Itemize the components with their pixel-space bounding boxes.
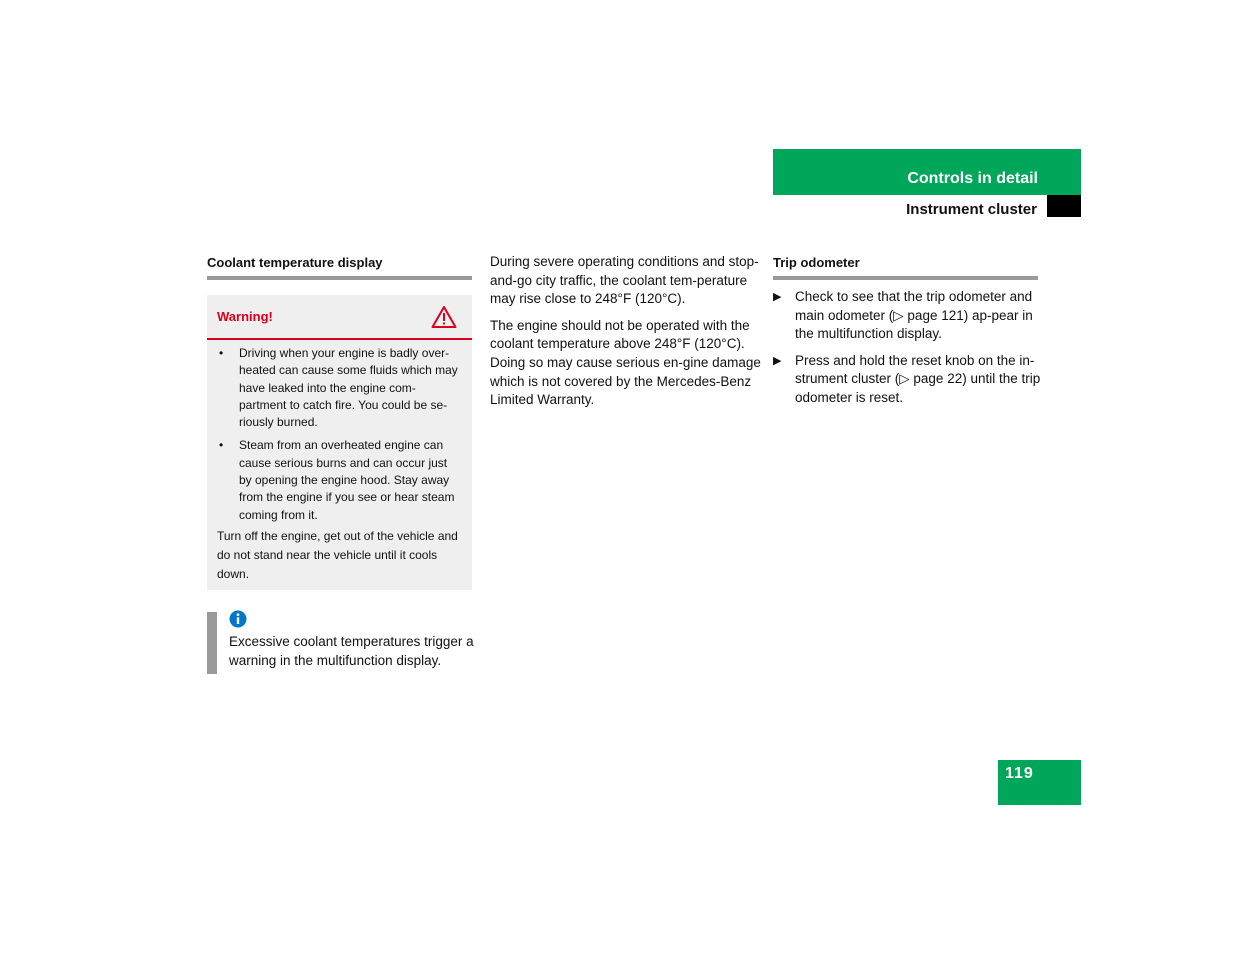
coolant-description (490, 253, 765, 418)
warning-list (217, 345, 462, 530)
bullet-icon: • (219, 438, 224, 453)
step-text: Press and hold the reset knob on the in-strument cluster (▷ page 22) until the trip odometer is reset. (795, 352, 1041, 405)
warning-bullet-item (217, 345, 462, 431)
trip-heading: Trip odometer (773, 255, 1038, 280)
arrow-right-icon: ▶ (773, 354, 782, 367)
arrow-right-icon: ▶ (773, 291, 782, 303)
info-note-text: Excessive coolant temperatures trigger a warning in the multifunction display. (229, 634, 474, 668)
warning-bullet-item (217, 437, 462, 523)
info-icon (229, 610, 247, 628)
info-note-bar (207, 612, 217, 674)
warning-header (207, 295, 472, 340)
header-band (773, 149, 1081, 195)
coolant-heading: Coolant temperature display (207, 255, 472, 280)
bullet-icon: • (219, 346, 224, 360)
step-item (773, 352, 1048, 408)
warning-triangle-icon (431, 305, 457, 329)
trip-steps (773, 288, 1048, 416)
step-text: Check to see that the trip odometer and main odometer (▷ page 121) ap-pear in the multifunction display. (795, 289, 1033, 342)
step-item (773, 288, 1048, 344)
warning-bullet-text: Driving when your engine is badly over-heated can cause some fluids which may have leaked into the engine com-partment to catch fire. You could be se-riously burned. (239, 346, 458, 430)
paragraph: During severe operating conditions and stop-and-go city traffic, the coolant tem-perature may rise close to 248°F (120°C). (490, 254, 759, 307)
page-number-box (998, 760, 1081, 805)
header-marker (1047, 195, 1081, 217)
paragraph: The engine should not be operated with the coolant temperature above 248°F (120°C). Doing so may cause serious en-gine damage which is not covered by the Mercedes-Benz Limited Warranty. (490, 317, 761, 408)
page-number: 119 (1005, 765, 1034, 782)
warning-box (207, 295, 472, 590)
section-title: Controls in detail (907, 170, 1038, 187)
subsection-title: Instrument cluster (906, 201, 1037, 218)
warning-footer-text: Turn off the engine, get out of the vehicle and do not stand near the vehicle until it cools down. (217, 529, 458, 581)
warning-bullet-text: Steam from an overheated engine can cause serious burns and can occur just by opening the engine hood. Stay away from the engine if you see or hear steam coming from it. (239, 438, 455, 522)
warning-title: Warning! (217, 309, 273, 324)
